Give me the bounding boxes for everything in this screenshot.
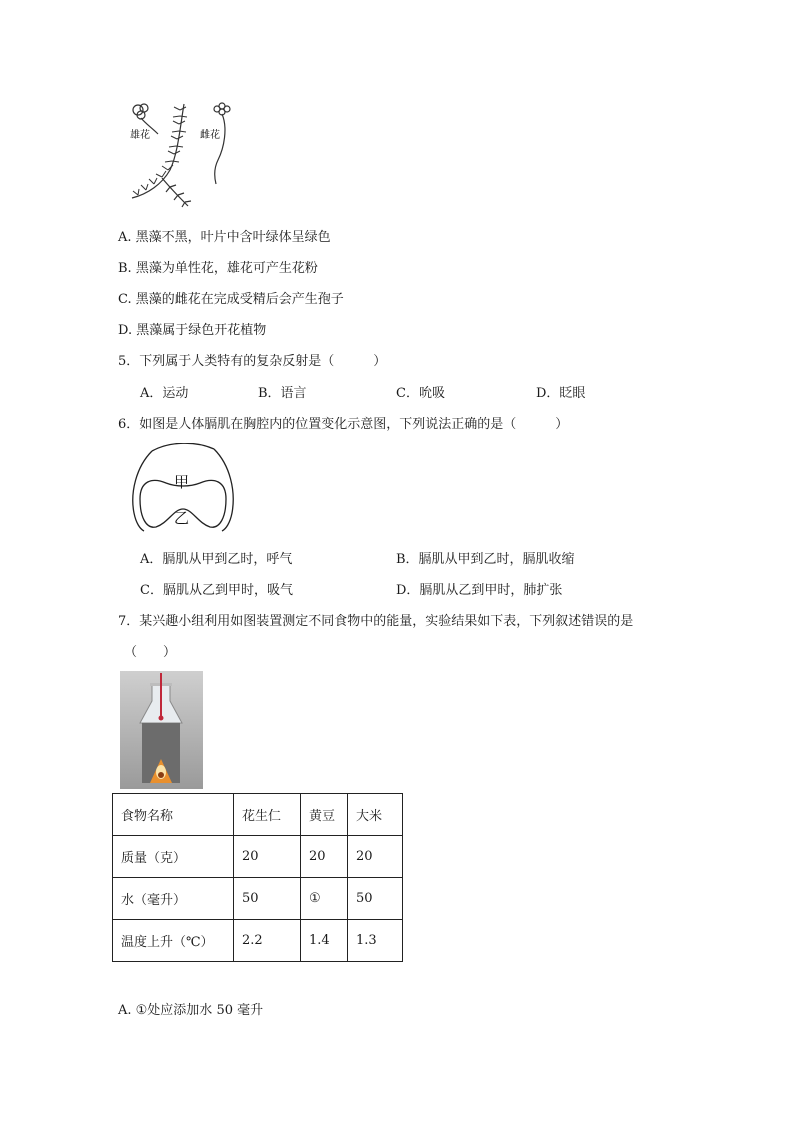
q6-stem: 6．如图是人体膈肌在胸腔内的位置变化示意图，下列说法正确的是（ ）	[118, 417, 569, 432]
position-jia-label: 甲	[174, 473, 190, 491]
position-yi-label: 乙	[174, 509, 190, 527]
table-cell: 50	[348, 878, 403, 920]
table-cell: 50	[234, 878, 301, 920]
plant-figure	[122, 98, 242, 216]
q5-option-c: C．吮吸	[396, 386, 445, 401]
table-header-cell: 大米	[348, 794, 403, 836]
female-flower-label: 雌花	[200, 130, 220, 141]
table-cell: 1.3	[348, 920, 403, 962]
food-energy-table	[112, 793, 403, 962]
male-flower-label: 雄花	[130, 130, 150, 141]
q5-option-b: B．语言	[258, 386, 307, 401]
q4-option-a: A. 黑藻不黑，叶片中含叶绿体呈绿色	[118, 230, 331, 245]
table-cell: 水（毫升）	[113, 878, 234, 920]
table-cell: 温度上升（℃）	[113, 920, 234, 962]
table-cell: 质量（克）	[113, 836, 234, 878]
q5-option-a: A．运动	[140, 386, 189, 401]
q4-option-c: C. 黑藻的雌花在完成受精后会产生孢子	[118, 292, 344, 307]
q7-option-a: A. ①处应添加水 50 毫升	[118, 1003, 264, 1018]
table-header-cell: 食物名称	[113, 794, 234, 836]
table-row	[113, 836, 403, 878]
q4-option-d: D. 黑藻属于绿色开花植物	[118, 323, 267, 338]
q6-option-d: D．膈肌从乙到甲时，肺扩张	[396, 583, 563, 598]
table-row	[113, 878, 403, 920]
table-cell: 2.2	[234, 920, 301, 962]
table-header-row	[113, 794, 403, 836]
table-cell: 20	[234, 836, 301, 878]
table-cell: 20	[348, 836, 403, 878]
table-header-cell: 花生仁	[234, 794, 301, 836]
q6-option-c: C．膈肌从乙到甲时，吸气	[140, 583, 293, 598]
table-row	[113, 920, 403, 962]
q7-stem: 7．某兴趣小组利用如图装置测定不同食物中的能量，实验结果如下表，下列叙述错误的是	[118, 614, 634, 629]
table-cell: ①	[301, 878, 348, 920]
diaphragm-figure	[126, 443, 240, 535]
q5-stem: 5．下列属于人类特有的复杂反射是（ ）	[118, 354, 387, 369]
q6-option-b: B．膈肌从甲到乙时，膈肌收缩	[396, 552, 575, 567]
table-cell: 1.4	[301, 920, 348, 962]
calorimeter-photo	[120, 671, 203, 789]
q7-stem-cont: （ ）	[124, 645, 177, 660]
q5-option-d: D．眨眼	[536, 386, 586, 401]
q6-option-a: A．膈肌从甲到乙时，呼气	[140, 552, 293, 567]
table-header-cell: 黄豆	[301, 794, 348, 836]
q4-option-b: B. 黑藻为单性花，雄花可产生花粉	[118, 261, 318, 276]
table-cell: 20	[301, 836, 348, 878]
